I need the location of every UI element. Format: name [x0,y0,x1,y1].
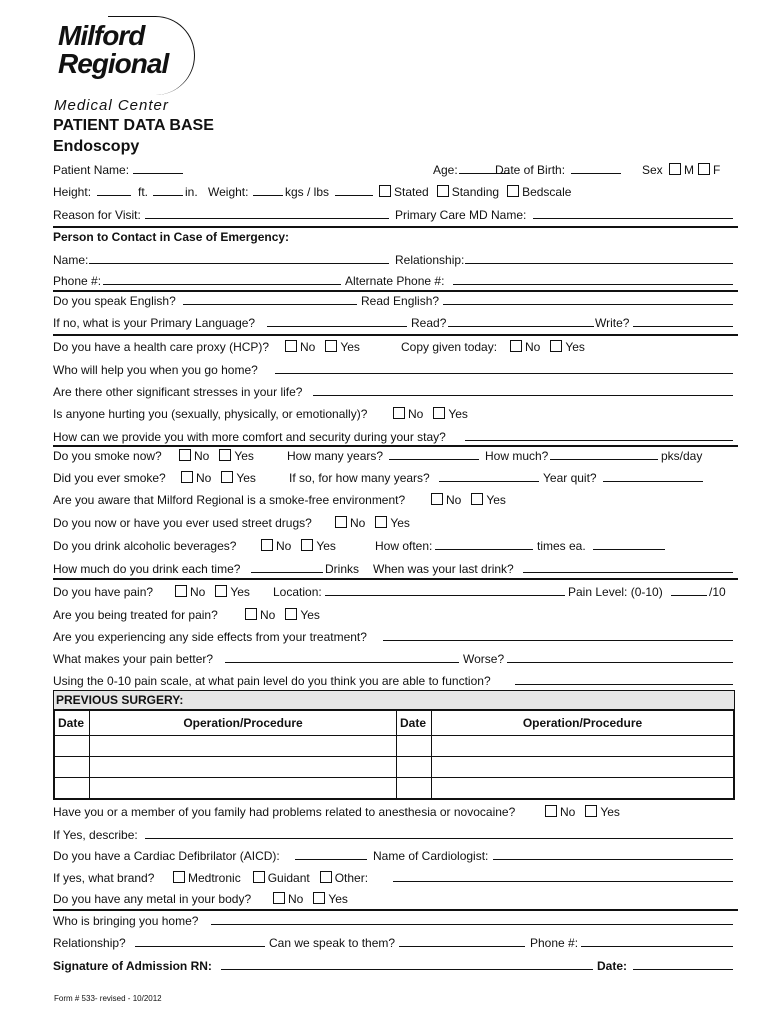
medtronic-label: Medtronic [188,871,241,885]
date2-field[interactable] [633,958,733,970]
anesthesia-yes-label: Yes [600,805,620,819]
divider [53,226,738,228]
stated-label: Stated [394,185,429,199]
logo-arc [108,16,195,95]
location-label: Location: [273,585,322,599]
patient-name-field[interactable] [133,162,183,174]
treated-no-checkbox[interactable] [245,608,257,620]
row-function [53,673,738,689]
stated-checkbox[interactable] [379,185,391,197]
times-ea-label: times ea. [537,539,586,553]
smoke-now-no-label: No [194,449,210,463]
table-row [55,757,734,778]
row-height [53,184,738,200]
read-english-label: Read English? [361,294,440,308]
how-many-years-label: How many years? [287,449,384,463]
row-describe [53,827,738,843]
row-patient-name [53,162,738,178]
brand-label: If yes, what brand? [53,871,155,885]
row-stresses [53,384,738,400]
previous-surgery-table [53,690,735,800]
operation-cell[interactable] [432,778,734,799]
smoke-now-no-checkbox[interactable] [179,449,191,461]
treated-yes-label: Yes [300,608,320,622]
copy-yes-label: Yes [565,340,585,354]
metal-no-label: No [288,892,304,906]
primary-lang-field[interactable] [267,315,407,327]
alcohol-yes-label: Yes [316,539,336,553]
pain-no-label: No [190,585,206,599]
read-label: Read? [411,316,447,330]
alcohol-no-checkbox[interactable] [261,539,273,551]
of10-label: /10 [709,585,726,599]
sex-f-label: F [713,163,721,177]
speak-english-label: Do you speak English? [53,294,176,308]
height-in-field[interactable] [153,184,183,196]
better-field[interactable] [225,651,459,663]
drugs-no-checkbox[interactable] [335,516,347,528]
alcohol-no-label: No [276,539,292,553]
metal-yes-label: Yes [328,892,348,906]
alcohol-yes-checkbox[interactable] [301,539,313,551]
speak-them-label: Can we speak to them? [269,936,396,950]
describe-field[interactable] [145,827,733,839]
relationship-field[interactable] [465,252,733,264]
copy-yes-checkbox[interactable] [550,340,562,352]
operation-cell[interactable] [432,757,734,778]
in-label: in. [185,185,198,199]
function-label: Using the 0-10 pain scale, at what pain level do you think you are able to function? [53,674,491,688]
ever-smoke-label: Did you ever smoke? [53,471,166,485]
operation-header-2: Operation/Procedure [432,711,734,736]
dob-field[interactable] [571,162,621,174]
ever-smoke-yes-checkbox[interactable] [221,471,233,483]
bringing-label: Who is bringing you home? [53,914,199,928]
hcp-yes-label: Yes [340,340,360,354]
form-number: Form # 533- revised - 10/2012 [54,994,162,1003]
table-row [55,736,734,757]
who-help-field[interactable] [275,362,733,374]
relationship-label: Relationship: [395,253,465,267]
reason-label: Reason for Visit: [53,208,141,222]
operation-header: Operation/Procedure [90,711,397,736]
date-cell[interactable] [397,736,432,757]
aicd-field[interactable] [295,848,367,860]
copy-no-label: No [525,340,541,354]
who-help-label: Who will help you when you go home? [53,363,258,377]
table-row [55,778,734,799]
cardiologist-label: Name of Cardiologist: [373,849,489,863]
if-so-years-label: If so, for how many years? [289,471,430,485]
copy-given-label: Copy given today: [401,340,498,354]
contact-name-label: Name: [53,253,89,267]
guidant-checkbox[interactable] [253,871,265,883]
height-ft-field[interactable] [97,184,131,196]
other-label: Other: [334,871,369,885]
row-hurting [53,406,738,422]
speak-english-field[interactable] [183,293,357,305]
ever-smoke-no-label: No [196,471,212,485]
row-smoke-free [53,492,738,508]
phone-label: Phone #: [53,274,102,288]
side-effects-field[interactable] [383,629,733,641]
better-label: What makes your pain better? [53,652,214,666]
bringing-field[interactable] [211,913,733,925]
smoke-now-label: Do you smoke now? [53,449,162,463]
phone-field[interactable] [103,273,341,285]
divider [53,445,738,447]
stresses-label: Are there other significant stresses in your life? [53,385,303,399]
row-street-drugs [53,515,738,531]
row-alcohol [53,538,738,554]
pks-day-label: pks/day [661,449,703,463]
pain-level-field[interactable] [671,584,707,596]
form-subtitle: Endoscopy [53,138,140,155]
year-quit-field[interactable] [603,470,703,482]
treated-yes-checkbox[interactable] [285,608,297,620]
row-who-help [53,362,738,378]
function-field[interactable] [515,673,733,685]
row-emergency [53,229,738,245]
hurting-no-label: No [408,407,424,421]
divider [53,909,738,911]
row-smoke-now [53,448,738,464]
date-cell[interactable] [55,736,90,757]
times-ea-field[interactable] [593,538,665,550]
copy-no-checkbox[interactable] [510,340,522,352]
row-relationship2 [53,935,738,951]
row-side-effects [53,629,738,645]
phone2-label: Phone #: [530,936,579,950]
smoke-free-label: Are you aware that Milford Regional is a smoke-free environment? [53,493,406,507]
other-checkbox[interactable] [320,871,332,883]
how-many-years-field[interactable] [389,448,479,460]
smoke-free-no-label: No [446,493,462,507]
drugs-yes-label: Yes [390,516,410,530]
smoke-free-yes-checkbox[interactable] [471,493,483,505]
how-often-field[interactable] [435,538,533,550]
bedscale-label: Bedscale [522,185,572,199]
pain-yes-label: Yes [230,585,250,599]
drugs-yes-checkbox[interactable] [375,516,387,528]
bedscale-checkbox[interactable] [507,185,519,197]
hurting-yes-checkbox[interactable] [433,407,445,419]
date-cell[interactable] [397,778,432,799]
subtitle: Medical Center [54,97,169,114]
ever-smoke-yes-label: Yes [236,471,256,485]
form-title: PATIENT DATA BASE [53,117,214,134]
previous-surgery-heading: PREVIOUS SURGERY: [54,691,734,710]
operation-cell[interactable] [432,736,734,757]
how-much-drink-field[interactable] [251,561,323,573]
drugs-no-label: No [350,516,366,530]
anesthesia-label: Have you or a member of you family had problems related to anesthesia or novocaine? [53,805,516,819]
row-comfort [53,429,738,445]
treated-no-label: No [260,608,276,622]
how-much-drink-label: How much do you drink each time? [53,562,241,576]
pain-label: Do you have pain? [53,585,154,599]
smoke-now-yes-checkbox[interactable] [219,449,231,461]
age-label: Age: [433,163,458,177]
primary-lang-label: If no, what is your Primary Language? [53,316,256,330]
row-bringing [53,913,738,929]
year-quit-label: Year quit? [543,471,597,485]
row-metal [53,891,738,907]
row-english [53,293,738,309]
pcp-field[interactable] [533,207,733,219]
alcohol-label: Do you drink alcoholic beverages? [53,539,237,553]
ft-label: ft. [138,185,149,199]
pcp-label: Primary Care MD Name: [395,208,527,222]
smoke-free-yes-label: Yes [486,493,506,507]
worse-label: Worse? [463,652,505,666]
emergency-heading: Person to Contact in Case of Emergency: [53,230,290,244]
row-anesthesia [53,804,738,820]
read-english-field[interactable] [443,293,733,305]
drinks-label: Drinks [325,562,360,576]
row-better [53,651,738,667]
comfort-label: How can we provide you with more comfort and security during your stay? [53,430,446,444]
date-header-2: Date [397,711,432,736]
last-drink-label: When was your last drink? [373,562,514,576]
if-so-years-field[interactable] [439,470,539,482]
date-cell[interactable] [397,757,432,778]
how-much-label: How much? [485,449,549,463]
comfort-field[interactable] [465,429,733,441]
row-reason [53,207,738,223]
aicd-label: Do you have a Cardiac Defibrilator (AICD): [53,849,280,863]
write-label: Write? [595,316,630,330]
sex-f-checkbox[interactable] [698,163,710,175]
metal-yes-checkbox[interactable] [313,892,325,904]
row-signature [53,958,738,974]
row-pain [53,584,738,600]
kgs-field[interactable] [335,184,373,196]
sex-m-label: M [684,163,694,177]
row-hcp [53,339,738,355]
signature-field[interactable] [221,958,593,970]
stresses-field[interactable] [313,384,733,396]
phone2-field[interactable] [581,935,733,947]
how-much-field[interactable] [550,448,658,460]
metal-no-checkbox[interactable] [273,892,285,904]
row-phone [53,273,738,289]
weight-label: Weight: [208,185,249,199]
sex-m-checkbox[interactable] [669,163,681,175]
anesthesia-no-checkbox[interactable] [545,805,557,817]
last-drink-field[interactable] [523,561,733,573]
hcp-label: Do you have a health care proxy (HCP)? [53,340,270,354]
weight-field[interactable] [253,184,283,196]
relationship2-field[interactable] [135,935,265,947]
dob-label: Date of Birth: [495,163,566,177]
hcp-no-label: No [300,340,316,354]
treated-label: Are you being treated for pain? [53,608,218,622]
hurting-yes-label: Yes [448,407,468,421]
patient-name-label: Patient Name: [53,163,130,177]
standing-label: Standing [451,185,500,199]
smoke-now-yes-label: Yes [234,449,254,463]
location-field[interactable] [325,584,565,596]
row-language [53,315,738,331]
row-ever-smoke [53,470,738,486]
medtronic-checkbox[interactable] [173,871,185,883]
logo-line2: Regional [58,48,169,79]
kgs-label: kgs / lbs [285,185,330,199]
how-often-label: How often: [375,539,433,553]
hurting-label: Is anyone hurting you (sexually, physically, or emotionally)? [53,407,368,421]
row-name [53,252,738,268]
hcp-no-checkbox[interactable] [285,340,297,352]
street-drugs-label: Do you now or have you ever used street drugs? [53,516,312,530]
pain-level-label: Pain Level: (0-10) [568,585,663,599]
write-field[interactable] [633,315,733,327]
divider [53,578,738,580]
height-label: Height: [53,185,92,199]
alt-phone-field[interactable] [453,273,733,285]
standing-checkbox[interactable] [437,185,449,197]
metal-label: Do you have any metal in your body? [53,892,252,906]
anesthesia-yes-checkbox[interactable] [585,805,597,817]
logo-line1: Milford [58,20,145,51]
alt-phone-label: Alternate Phone #: [345,274,445,288]
side-effects-label: Are you experiencing any side effects from your treatment? [53,630,367,644]
relationship2-label: Relationship? [53,936,126,950]
hurting-no-checkbox[interactable] [393,407,405,419]
divider [53,290,738,292]
worse-field[interactable] [507,651,733,663]
sex-label: Sex [642,163,663,177]
cardiologist-field[interactable] [493,848,733,860]
contact-name-field[interactable] [89,252,389,264]
reason-field[interactable] [145,207,389,219]
guidant-label: Guidant [267,871,310,885]
row-aicd [53,848,738,864]
other-field[interactable] [393,870,733,882]
operation-cell[interactable] [90,757,397,778]
divider [53,334,738,336]
anesthesia-no-label: No [560,805,576,819]
date-cell[interactable] [55,778,90,799]
date-header: Date [55,711,90,736]
row-drink-amount [53,561,738,577]
speak-them-field[interactable] [399,935,525,947]
signature-label: Signature of Admission RN: [53,959,212,973]
pain-yes-checkbox[interactable] [215,585,227,597]
row-treated [53,607,738,623]
hcp-yes-checkbox[interactable] [325,340,337,352]
operation-cell[interactable] [90,736,397,757]
row-brand [53,870,738,886]
ever-smoke-no-checkbox[interactable] [181,471,193,483]
date2-label: Date: [597,959,628,973]
date-cell[interactable] [55,757,90,778]
pain-no-checkbox[interactable] [175,585,187,597]
describe-label: If Yes, describe: [53,828,138,842]
operation-cell[interactable] [90,778,397,799]
read-field[interactable] [448,315,594,327]
smoke-free-no-checkbox[interactable] [431,493,443,505]
